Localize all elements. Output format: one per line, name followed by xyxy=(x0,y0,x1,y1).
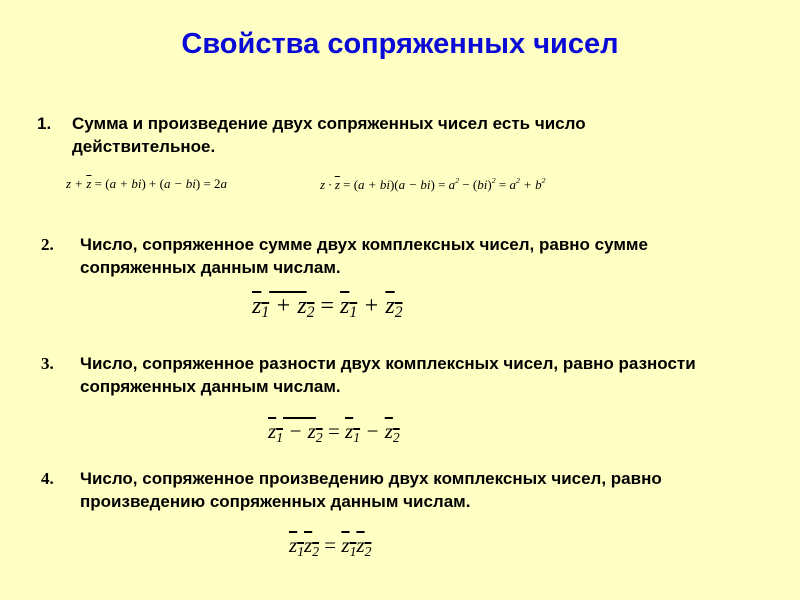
formula-product-conjugates: $z \cdot \overline{z} = (a + bi)(a - bi) = a^2 - (bi)^2 = a^2 + b^2$ xyxy=(320,176,546,192)
property-4 xyxy=(41,467,781,513)
formula-conjugate-of-difference: $z_1 - z_2 = z_1 - z_2$ xyxy=(268,419,400,445)
property-3-number: 3. xyxy=(41,354,54,373)
property-2-number: 2. xyxy=(41,235,54,254)
property-4-number: 4. xyxy=(41,469,54,488)
formula-conjugate-of-product: $z_1z_2 = z_1z_2$ xyxy=(289,533,372,559)
formula-sum-conjugates: $z + \overline{z} = (a + bi) + (a - bi) = 2a$ xyxy=(66,176,228,191)
property-1 xyxy=(37,112,687,158)
property-3-text: Число, сопряженное разности двух комплексных чисел, равно разности сопряженных данным числам. xyxy=(80,354,696,396)
property-2-text: Число, сопряженное сумме двух комплексных чисел, равно сумме сопряженных данным числам. xyxy=(80,235,648,277)
property-4-text: Число, сопряженное произведению двух комплексных чисел, равно произведению сопряженных данным числам. xyxy=(80,469,662,511)
slide-title: Свойства сопряженных чисел xyxy=(181,28,619,60)
property-1-number: 1. xyxy=(37,114,52,133)
property-1-text: Сумма и произведение двух сопряженных чисел есть число действительное. xyxy=(72,114,586,156)
property-2 xyxy=(41,233,731,279)
property-3 xyxy=(41,352,741,398)
formula-conjugate-of-sum: $z_1 + z_2 = z_1 + z_2$ xyxy=(252,293,403,321)
